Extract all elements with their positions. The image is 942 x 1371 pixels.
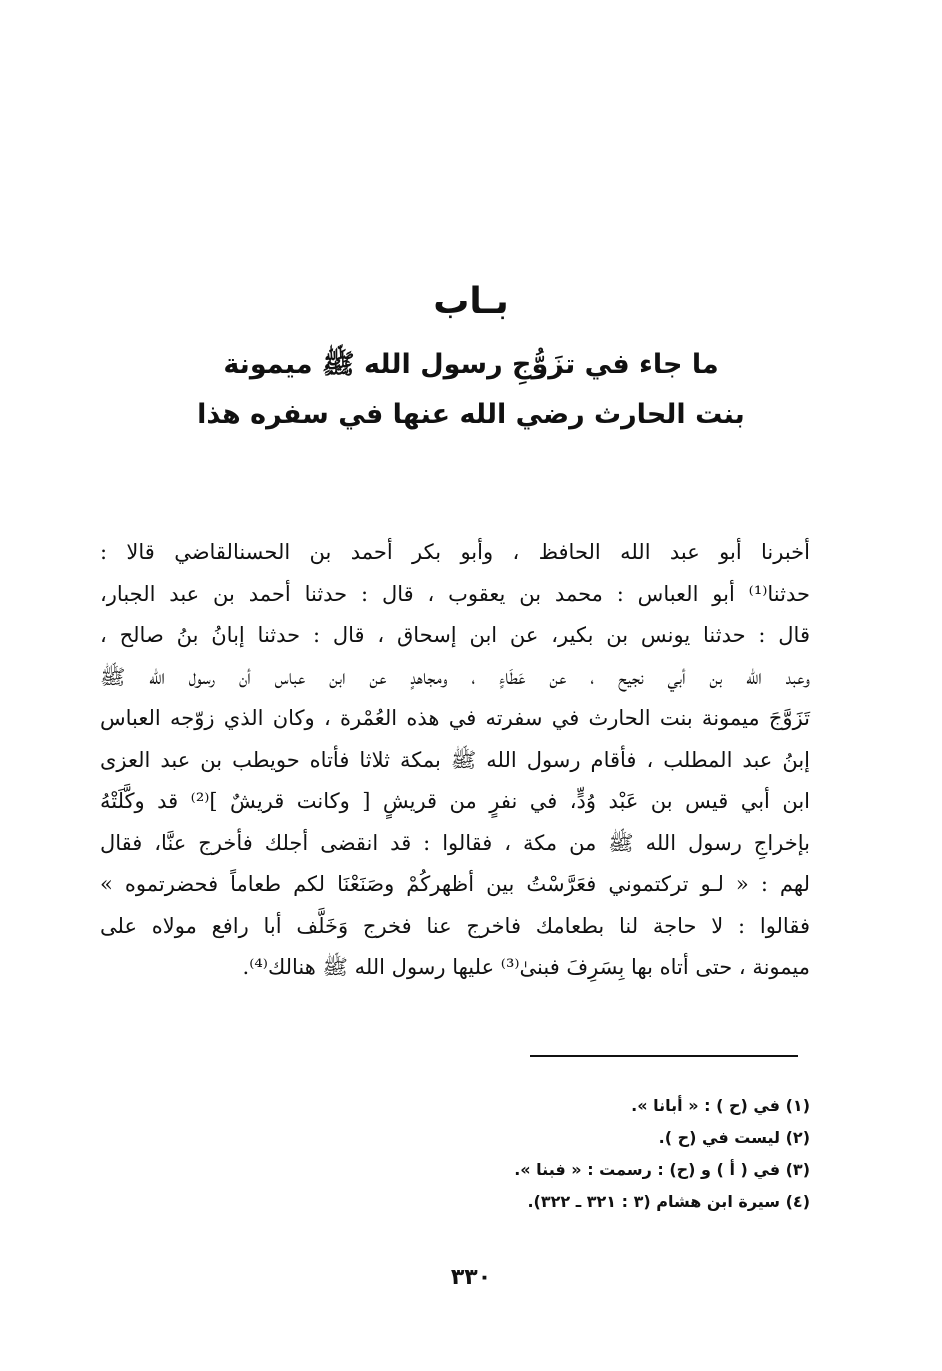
body-paragraph <box>100 532 810 989</box>
body-line-11: ميمونة ، حتى أتاه بها بِسَرِفَ فبنىٰ⁽³⁾ عليها رسول الله ﷺ هنالك⁽⁴⁾. <box>242 955 810 979</box>
body-line-4: وعبد الله بن أبي نجيح ، عن عَطَاءٍ ، ومجاهدٍ عن ابن عباس أن رسول الله ﷺ <box>100 664 810 689</box>
body-line-8: بإخراجِ رسول الله ﷺ من مكة ، فقالوا : قد انقضى أجلك فأخرج عنَّا، فقال <box>100 830 810 855</box>
chapter-title-line-2: بنت الحارث رضي الله عنها في سفره هذا <box>197 399 745 430</box>
chapter-title-line-1: ما جاء في تزَوُّجِ رسول الله ﷺ ميمونة <box>223 349 719 380</box>
body-line-2: حدثنا⁽¹⁾ أبو العباس : محمد بن يعقوب ، قال : حدثنا أحمد بن عبد الجبار، <box>100 581 810 606</box>
body-line-9: لهم : « لـو تركتموني فعَرَّسْتُ بين أظهركُمْ وصَنَعْنَا لكم طعاماً فحضرتموه » <box>100 872 810 896</box>
body-line-5: تَزَوَّجَ ميمونة بنت الحارث في سفرته في هذه العُمْرة ، وكان الذي زوّجه العباس <box>100 706 810 730</box>
chapter-heading-word: بـاب <box>433 281 509 322</box>
page-number: ٣٣٠ <box>450 1265 492 1290</box>
footnote-separator-rule <box>530 1055 798 1057</box>
footnote-2: (٢) ليست في (ح ). <box>658 1128 810 1147</box>
body-line-3: قال : حدثنا يونس بن بكير، عن ابن إسحاق ، قال : حدثنا إبانُ بنُ صالح ، <box>100 623 810 647</box>
footnote-4: (٤) سيرة ابن هشام (٣ : ٣٢١ ـ ٣٢٢). <box>527 1192 810 1211</box>
footnote-1: (١) في (ح ) : « أبانا ». <box>631 1096 810 1115</box>
body-line-7: ابن أبي قيس بن عَبْد وُدٍّ، في نفرٍ من قريشٍ [ وكانت قريشٌ ]⁽²⁾ قد وكَّلَتْهُ <box>100 789 810 813</box>
footnotes <box>300 1090 810 1218</box>
chapter-title <box>120 340 822 440</box>
body-line-10: فقالوا : لا حاجة لنا بطعامك فاخرج عنا فخرج وَخَلَّف أبا رافع مولاه على <box>100 913 810 938</box>
body-line-6: إبنُ عبد المطلب ، فأقام رسول الله ﷺ بمكة ثلاثا فأتاه حويطب بن عبد العزى <box>100 747 810 772</box>
body-line-1: أخبرنا أبو عبد الله الحافظ ، وأبو بكر أحمد بن الحسنالقاضي قالا : <box>100 540 810 564</box>
footnote-3: (٣) في ( أ ) و (ح) : رسمت : « فبنا ». <box>514 1160 810 1179</box>
